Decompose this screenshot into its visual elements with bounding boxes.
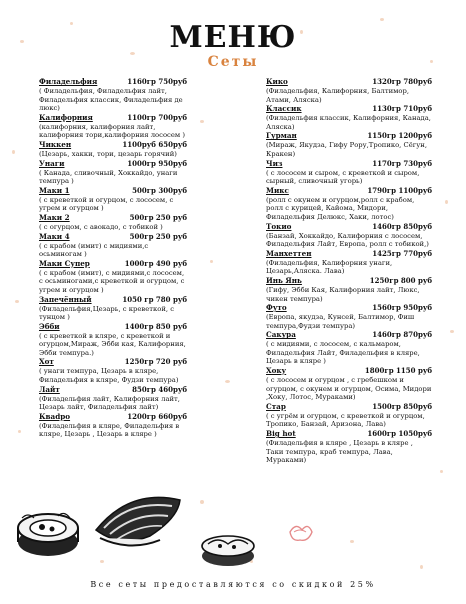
set-price: 1560гр 950руб [372, 303, 432, 313]
set-description: (калифорния, калифорния лайт, калифорния тори,калифорния лососем ) [39, 122, 185, 140]
set-name: Маки 4 [39, 231, 70, 241]
ginger-illustration [286, 520, 316, 544]
set-description: (Филадельфия в кляре , Цезарь в кляре , Таки темпура, краб темпура, Лава, Мураками) [266, 439, 413, 465]
set-price: 1790гр 1100руб [367, 185, 432, 195]
set-item [39, 186, 187, 213]
set-item [39, 412, 187, 439]
set-name: Запечённый [39, 294, 92, 304]
set-description: ( с лососем и огурцом , с гребешком и огурцом, с окунем и огурцом, Осима, Мидори ,Хоку, Лотос, Мураками) [266, 376, 432, 402]
sushi-plate-illustration [196, 522, 260, 570]
set-name: Маки 1 [39, 185, 70, 195]
set-name: Чиз [266, 158, 283, 168]
set-price: 1400гр 850 руб [124, 321, 187, 331]
set-item [39, 113, 187, 140]
set-item [266, 366, 432, 402]
set-description: (Гифу, Эбби Кая, Калифорния лайт, Люкс, чикен темпура) [266, 285, 420, 303]
set-name: Big hot [266, 429, 296, 439]
set-item [266, 159, 432, 186]
set-name: Хоку [266, 366, 287, 376]
set-description: (Филадельфия лайт, Калифорния лайт, Цезарь лайт, Филадельфия лайт) [39, 394, 180, 412]
set-description: (Филадельфия, Калифорния унаги, Цезарь,Аляска. Лава) [266, 258, 393, 276]
set-item [39, 357, 187, 384]
set-name: Маки 2 [39, 212, 70, 222]
set-description: ( с крабом (имит), с мидиями,с лососем, с осьминогами,с креветкой и огурцом, с угрем и огурцом ) [39, 268, 185, 294]
set-item [266, 186, 432, 222]
set-price: 1150гр 1200руб [367, 131, 432, 141]
set-price: 1250гр 720 руб [124, 357, 187, 367]
set-name: Микс [266, 185, 289, 195]
set-item [266, 131, 432, 158]
set-price: 1000гр 490 руб [124, 258, 187, 268]
set-price: 1050 гр 780 руб [122, 294, 187, 304]
set-item [39, 322, 187, 358]
set-price: 500гр 250 руб [129, 212, 187, 222]
set-name: Филадельфия [39, 77, 98, 86]
set-description: ( с креветкой и огурцом, с лососем, с угрем и огурцом ) [39, 195, 174, 213]
set-item [266, 77, 432, 104]
set-name: Токио [266, 221, 292, 231]
set-name: Стар [266, 401, 286, 411]
set-name: Лайт [39, 384, 60, 394]
set-name: Чиккен [39, 139, 72, 149]
set-description: (Банзай, Хоккайдо, Калифорния с лососем, Филадельфия Лайт, Европа, ролл с тобикой,) [266, 231, 429, 249]
set-item [39, 77, 187, 113]
set-price: 1170гр 730руб [372, 158, 432, 168]
sushi-roll-illustration [12, 498, 92, 562]
set-description: ( Филадельфия, Филадельфия лайт, Филадельфия классик, Филадельфия де люкс) [39, 87, 183, 113]
discount-note: Все сеты предоставляются со скидкой 25% [90, 580, 376, 589]
set-description: ( с креветкой в кляре, с креветкой и огурцом,Мираж, Эбби кая, Калифорния, Эбби темпура.) [39, 331, 186, 357]
set-item [39, 295, 187, 322]
set-item [266, 104, 432, 131]
set-name: Манхеттен [266, 248, 312, 258]
set-description: ( с крабом (имит) с мидиями,с осьминогам ) [39, 241, 149, 259]
set-name: Инь Янь [266, 275, 302, 285]
set-price: 1320гр 780руб [372, 77, 432, 86]
set-item [39, 385, 187, 412]
set-name: Кико [266, 77, 288, 86]
set-name: Унаги [39, 158, 65, 168]
set-name: Хот [39, 357, 54, 367]
set-price: 1200гр 660руб [127, 411, 187, 421]
set-description: (Филадельфия,Цезарь, с креветкой, с тунцом ) [39, 304, 174, 322]
set-description: ( с угрём и огурцом, с креветкой и огурцом, Тропико, Банзай, Аризона, Лава) [266, 411, 425, 429]
set-description: (ролл с окунем и огурцом,ролл с крабом, ролл с курицей, Кайома, Мидори, Филадельфия Делюкс, Хаки, лотос) [266, 195, 415, 221]
set-item [39, 159, 187, 186]
set-price: 1460гр 870руб [372, 330, 432, 340]
set-name: Маки Супер [39, 258, 90, 268]
nigiri-illustration [90, 478, 186, 554]
set-description: ( с лососем и сыром, с креветкой и сыром, сырный, сливочный угорь) [266, 168, 420, 186]
set-price: 1000гр 950руб [127, 158, 187, 168]
set-description: (Филадельфия в кляре, Филадельфия в кляре, Цезарь , Цезарь в кляре ) [39, 421, 180, 439]
set-price: 500гр 300руб [132, 185, 187, 195]
set-description: ( с мидиями, с лососем, с кальмаром, Филадельфия Лайт, Филадельфия в кляре, Цезарь в кляре ) [266, 340, 420, 366]
set-item [266, 222, 432, 249]
set-name: Гурман [266, 131, 297, 141]
set-name: Футо [266, 303, 287, 313]
set-description: ( унаги темпура, Цезарь в кляре, Филадельфия в кляре, Фудзи темпура) [39, 367, 179, 385]
set-item [39, 140, 187, 159]
menu-subtitle: Сеты [207, 54, 259, 70]
set-description: (Европа, якудза, Кунсей, Балтимор, Фиш темпура,Фудзи темпура) [266, 313, 415, 330]
set-item [39, 213, 187, 232]
set-item [266, 429, 432, 465]
right-column [266, 77, 432, 465]
set-price: 1100руб 650руб [122, 139, 187, 149]
set-item [266, 303, 432, 330]
left-column [39, 77, 187, 439]
set-price: 1100гр 700руб [127, 112, 187, 122]
set-price: 850гр 460руб [132, 384, 187, 394]
set-price: 1425гр 770руб [372, 248, 432, 258]
set-description: ( Канада, сливочный, Хоккайдо, унаги темпура ) [39, 168, 178, 186]
set-name: Эбби [39, 321, 60, 331]
set-price: 1130гр 710руб [372, 104, 432, 114]
menu-title: МЕНЮ [169, 20, 297, 55]
set-price: 1460гр 850руб [372, 221, 432, 231]
set-price: 1800гр 1150 руб [364, 366, 432, 376]
set-item [266, 402, 432, 429]
set-description: (Филадельфия, Калифорния, Балтимор, Атами, Аляска) [266, 87, 410, 104]
set-item [39, 232, 187, 259]
set-price: 1250гр 800 руб [369, 275, 432, 285]
set-description: ( с огурцом, с авокадо, с тобикой ) [39, 222, 163, 231]
set-name: Кваdро [39, 411, 71, 421]
set-item [266, 276, 432, 303]
set-price: 500гр 250 руб [129, 231, 187, 241]
set-price: 1500гр 850руб [372, 401, 432, 411]
set-name: Классик [266, 104, 302, 114]
set-description: (Мираж, Якудза, Гифу Рору,Тропико, Сёгун, Кракен) [266, 141, 427, 158]
set-name: Калифорния [39, 112, 93, 122]
set-description: (Цезарь, хакки, тори, цезарь горячий) [39, 149, 177, 158]
set-description: (Филадельфия классик, Калифорния, Канада, Аляска) [266, 114, 431, 131]
set-item [266, 249, 432, 276]
set-item [266, 330, 432, 366]
set-price: 1600гр 1050руб [367, 429, 432, 439]
set-name: Сакура [266, 330, 296, 340]
set-price: 1160гр 750руб [127, 77, 187, 86]
set-item [39, 259, 187, 295]
